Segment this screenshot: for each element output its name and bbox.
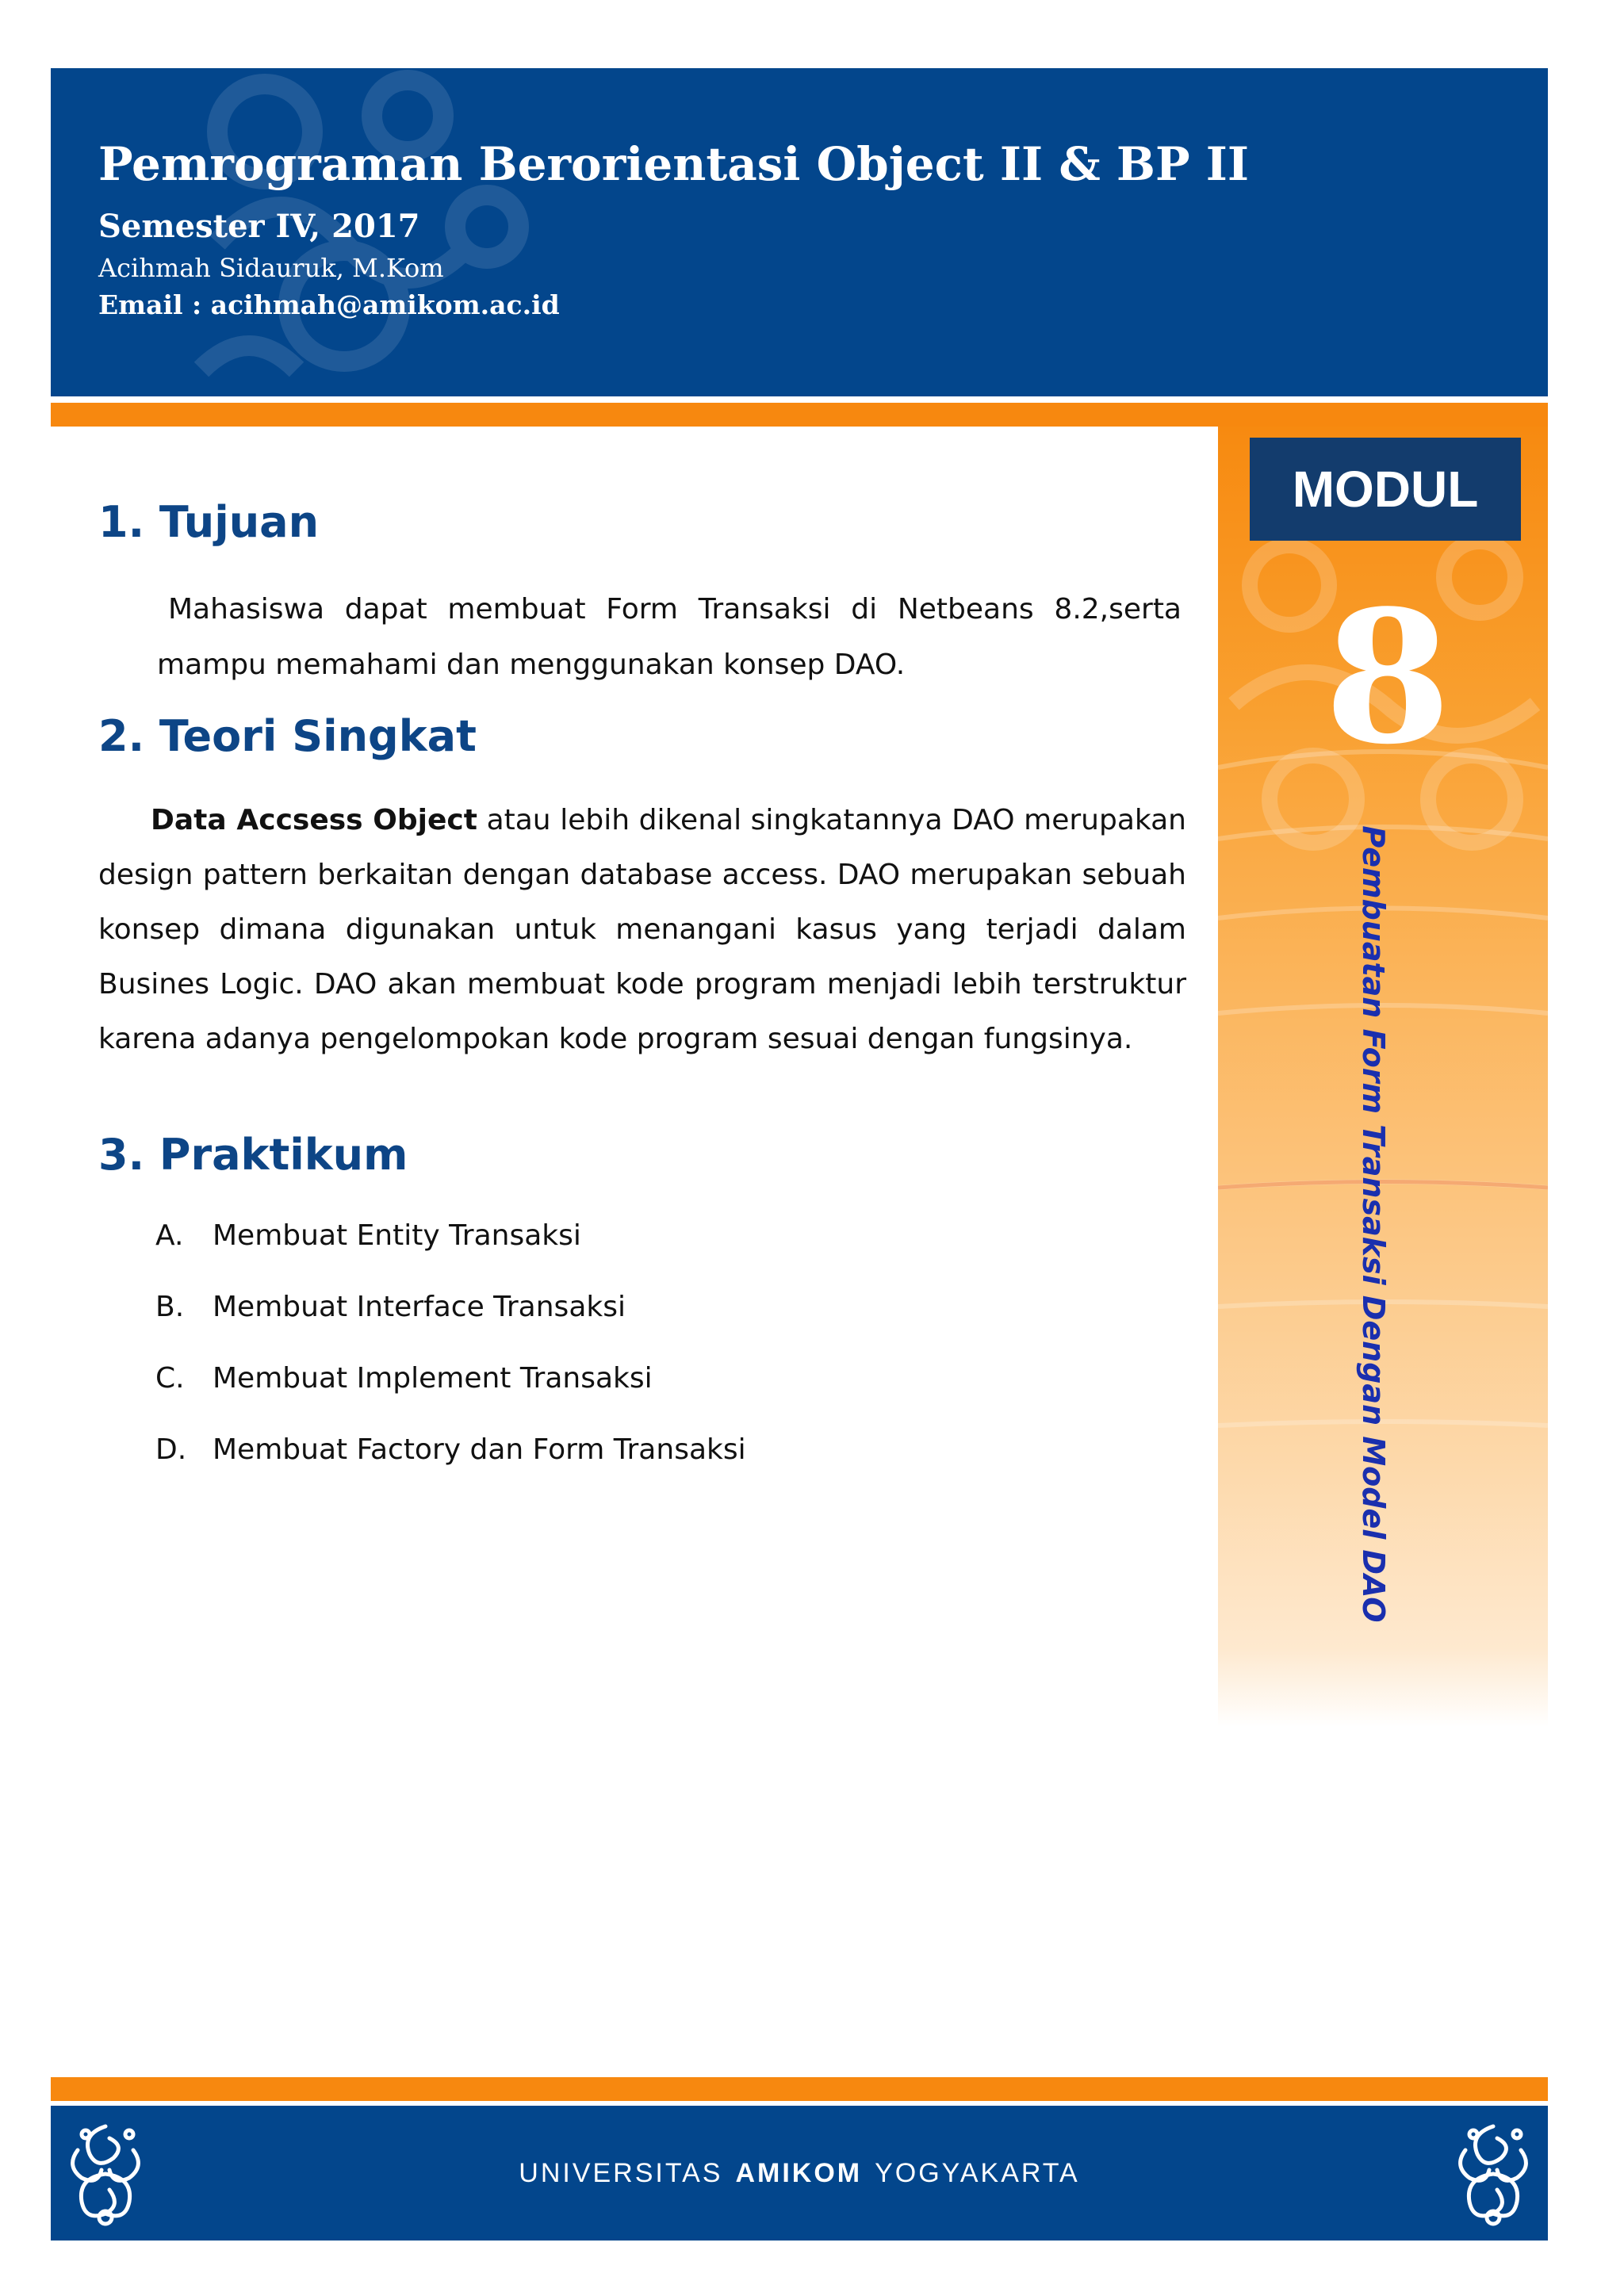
tujuan-paragraph: Mahasiswa dapat membuat Form Transaksi di Netbeans 8.2,serta mampu memahami dan menggunakan konsep DAO.	[157, 593, 1182, 681]
university-brand: AMIKOM	[735, 2157, 863, 2188]
university-pre: UNIVERSITAS	[519, 2157, 723, 2188]
list-text: Membuat Interface Transaksi	[213, 1291, 626, 1323]
author-email: Email : acihmah@amikom.ac.id	[98, 289, 560, 320]
footer-orange-divider	[51, 2077, 1548, 2101]
list-letter: A.	[155, 1219, 184, 1252]
list-item	[155, 1288, 746, 1359]
list-item	[155, 1430, 746, 1502]
list-item	[155, 1359, 746, 1430]
module-number: 8	[1323, 571, 1452, 785]
list-item	[155, 1216, 746, 1288]
praktikum-list	[155, 1216, 746, 1502]
university-name	[51, 2106, 1548, 2241]
list-text: Membuat Implement Transaksi	[213, 1362, 653, 1395]
section-heading-teori: 2. Teori Singkat	[98, 711, 477, 761]
author-name: Acihmah Sidauruk, M.Kom	[98, 253, 444, 283]
footer-banner	[51, 2106, 1548, 2241]
teori-body-text: atau lebih dikenal singkatannya DAO merupakan design pattern berkaitan dengan database access. DAO merupakan sebuah konsep dimana digunakan untuk menangani kasus yang terjadi dalam Busines Logic. DAO akan membuat kode program menjadi lebih terstruktur karena adanya pengelompokan kode program sesuai dengan fungsinya.	[98, 804, 1186, 1055]
semester-label: Semester IV, 2017	[98, 208, 420, 245]
header-banner	[51, 68, 1548, 396]
floral-flourish-icon	[1450, 2118, 1537, 2229]
list-text: Membuat Factory dan Form Transaksi	[213, 1433, 746, 1466]
section-heading-praktikum: 3. Praktikum	[98, 1130, 408, 1180]
list-text: Membuat Entity Transaksi	[213, 1219, 581, 1252]
modul-label-box: MODUL	[1250, 438, 1521, 541]
list-letter: D.	[155, 1433, 187, 1466]
module-vertical-title: Pembuatan Form Transaksi Dengan Model DAO	[1356, 825, 1391, 1623]
list-letter: B.	[155, 1291, 185, 1323]
teori-bold-lead: Data Accsess Object	[151, 804, 477, 836]
list-letter: C.	[155, 1362, 185, 1395]
teori-paragraph	[98, 793, 1186, 1066]
header-orange-divider	[51, 403, 1548, 427]
section-heading-tujuan: 1. Tujuan	[98, 497, 320, 547]
university-post: YOGYAKARTA	[875, 2157, 1080, 2188]
course-title: Pemrograman Berorientasi Object II & BP II	[98, 137, 1250, 191]
